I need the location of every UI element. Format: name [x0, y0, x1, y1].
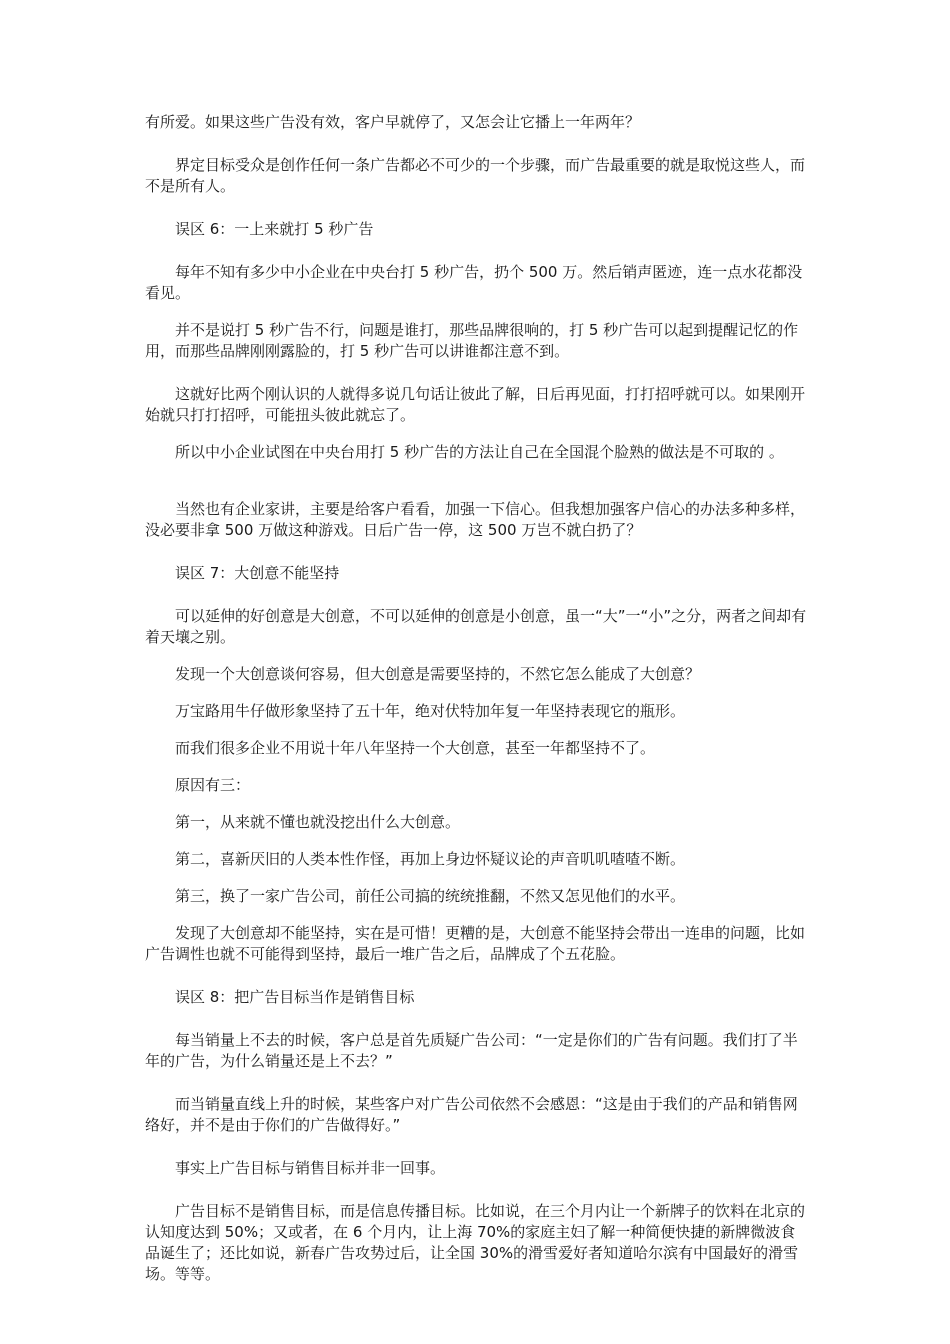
paragraph: 事实上广告目标与销售目标并非一回事。	[175, 1159, 446, 1177]
section-heading: 误区 6：一上来就打 5 秒广告	[175, 220, 374, 238]
paragraph: 第一，从来就不懂也就没挖出什么大创意。	[175, 813, 461, 831]
paragraph: 每当销量上不去的时候，客户总是首先质疑广告公司：“一定是你们的广告有问题。我们打了半年的广告，为什么销量还是上不去？”	[145, 1031, 798, 1070]
paragraph: 可以延伸的好创意是大创意，不可以延伸的创意是小创意，虽一“大”一“小”之分，两者之间却有着天壤之别。	[145, 607, 807, 646]
paragraph: 万宝路用牛仔做形象坚持了五十年，绝对伏特加年复一年坚持表现它的瓶形。	[175, 702, 686, 720]
paragraph: 发现了大创意却不能坚持，实在是可惜！更糟的是，大创意不能坚持会带出一连串的问题，比如广告调性也就不可能得到坚持，最后一堆广告之后，品牌成了个五花脸。	[145, 924, 806, 963]
paragraph: 原因有三：	[175, 776, 251, 794]
section-heading: 误区 7：大创意不能坚持	[175, 564, 340, 582]
paragraph: 而我们很多企业不用说十年八年坚持一个大创意，甚至一年都坚持不了。	[175, 739, 656, 757]
paragraph: 广告目标不是销售目标，而是信息传播目标。比如说，在三个月内让一个新牌子的饮料在北京的认知度达到 50%；又或者，在 6 个月内，让上海 70%的家庭主妇了解一种简便快捷的新牌微波食品诞生了；还比如说，新春广告攻势过后，让全国 30%的滑雪爱好者知道哈尔滨有中国最好的滑雪场。等等。	[145, 1202, 806, 1283]
paragraph: 界定目标受众是创作任何一条广告都必不可少的一个步骤，而广告最重要的就是取悦这些人，而不是所有人。	[145, 156, 806, 195]
paragraph: 发现一个大创意谈何容易，但大创意是需要坚持的，不然它怎么能成了大创意？	[175, 665, 701, 683]
paragraph: 当然也有企业家讲，主要是给客户看看，加强一下信心。但我想加强客户信心的办法多种多样，没必要非拿 500 万做这种游戏。日后广告一停，这 500 万岂不就白扔了？	[145, 500, 806, 539]
paragraph: 第三，换了一家广告公司，前任公司搞的统统推翻，不然又怎见他们的水平。	[175, 887, 686, 905]
paragraph: 这就好比两个刚认识的人就得多说几句话让彼此了解，日后再见面，打打招呼就可以。如果刚开始就只打打招呼，可能扭头彼此就忘了。	[145, 385, 806, 424]
paragraph: 每年不知有多少中小企业在中央台打 5 秒广告，扔个 500 万。然后销声匿迹，连一点水花都没看见。	[145, 263, 803, 302]
paragraph: 而当销量直线上升的时候，某些客户对广告公司依然不会感恩：“这是由于我们的产品和销售网络好，并不是由于你们的广告做得好。”	[145, 1095, 798, 1134]
paragraph: 有所爱。如果这些广告没有效，客户早就停了，又怎会让它播上一年两年？	[145, 113, 641, 131]
section-heading: 误区 8：把广告目标当作是销售目标	[175, 988, 415, 1006]
document-body	[145, 112, 810, 1285]
paragraph: 并不是说打 5 秒广告不行，问题是谁打，那些品牌很响的，打 5 秒广告可以起到提醒记忆的作用，而那些品牌刚刚露脸的，打 5 秒广告可以讲谁都注意不到。	[145, 321, 799, 360]
paragraph: 第二，喜新厌旧的人类本性作怪，再加上身边怀疑议论的声音叽叽喳喳不断。	[175, 850, 686, 868]
paragraph: 所以中小企业试图在中央台用打 5 秒广告的方法让自己在全国混个脸熟的做法是不可取的 。	[175, 443, 784, 461]
